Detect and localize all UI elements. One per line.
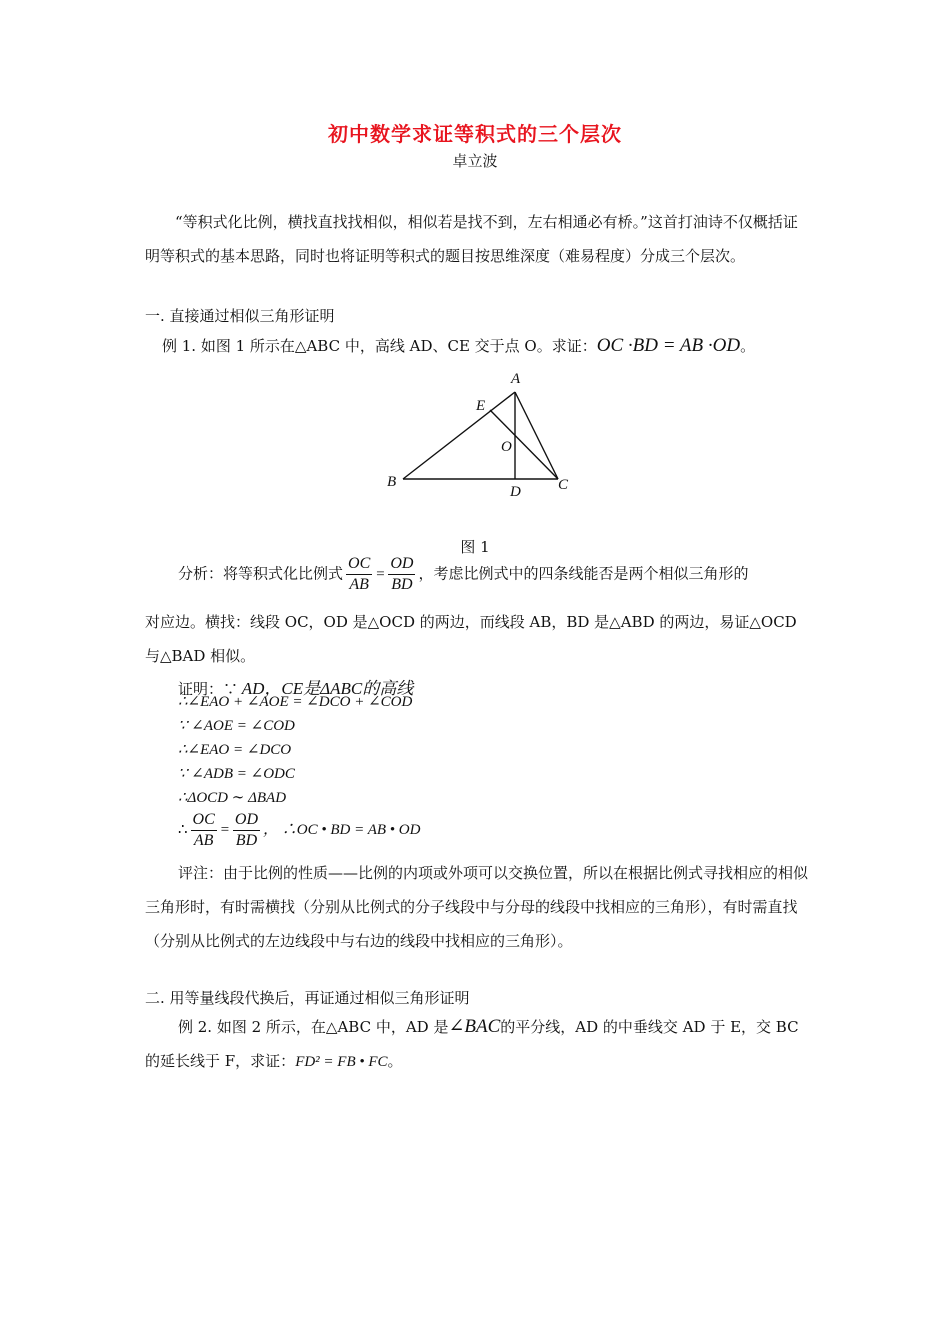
label-d: D bbox=[510, 484, 521, 500]
comment-paragraph: 评注：由于比例的性质——比例的内项或外项可以交换位置，所以在根据比例式寻找相应的相似三角形时，有时需横找（分别从比例式的分子线段中与分母的线段中找相应的三角形），有时需直找（分别从比例式的左边线段中与右边的线段中找相应的三角形）。 bbox=[145, 864, 809, 950]
example1 bbox=[162, 335, 755, 357]
intro-paragraph: “等积式化比例，横找直找找相似，相似若是找不到，左右相通必有桥。”这首打油诗不仅概括证明等积式的基本思路，同时也将证明等积式的题目按思维深度（难易程度）分成三个层次。 bbox=[145, 213, 798, 265]
section2-heading: 二. 用等量线段代换后，再证通过相似三角形证明 bbox=[145, 989, 470, 1007]
page-title: 初中数学求证等积式的三个层次 bbox=[328, 122, 622, 146]
analysis-fraction-right: $\frac{OD}{BD}$ bbox=[390, 555, 414, 593]
proof-line2: ∴∠EAO + ∠AOE = ∠DCO + ∠COD bbox=[178, 694, 413, 710]
proof-conclusion: ， ∴OC • BD = AB • OD bbox=[263, 821, 421, 838]
example1-end: 。 bbox=[740, 337, 756, 355]
proof-line6: ∴ΔOCD ∼ ΔBAD bbox=[178, 790, 287, 806]
analysis-line bbox=[178, 554, 749, 595]
proof-fraction-left: $\frac{OC}{AB}$ bbox=[192, 811, 215, 849]
figure1-triangle bbox=[380, 365, 580, 505]
example1-formula: OC ·BD = AB ·OD bbox=[596, 335, 741, 356]
proof-math: AD，CE bbox=[241, 679, 304, 698]
analysis-fraction-left: $\frac{OC}{AB}$ bbox=[348, 555, 371, 593]
proof-fraction-right: $\frac{OD}{BD}$ bbox=[234, 811, 259, 849]
analysis-equals: = bbox=[375, 566, 386, 583]
proof-line5: ∵ ∠ADB = ∠ODC bbox=[178, 766, 295, 782]
proof-suffix: 是ΔABC的高线 bbox=[303, 679, 414, 698]
label-a: A bbox=[511, 371, 521, 387]
analysis-prefix: 分析：将等积式化比例式 bbox=[178, 564, 344, 583]
example2-end: 。 bbox=[387, 1052, 403, 1070]
author: 卓立波 bbox=[452, 152, 498, 170]
label-e: E bbox=[476, 398, 486, 414]
example2-prefix: 例 2. 如图 2 所示，在△ABC 中，AD 是 bbox=[178, 1018, 449, 1036]
proof-equals: = bbox=[219, 821, 230, 838]
example2-paragraph bbox=[145, 1010, 810, 1079]
segment-ba bbox=[403, 392, 515, 479]
figure1-caption: 图 1 bbox=[460, 538, 490, 556]
proof-line4: ∴∠EAO = ∠DCO bbox=[178, 742, 292, 758]
label-c: C bbox=[558, 477, 569, 493]
analysis-rest: 对应边。横找：线段 OC，OD 是△OCD 的两边，而线段 AB，BD 是△ABD 的两边，易证△OCD 与△BAD 相似。 bbox=[145, 613, 797, 665]
label-o: O bbox=[501, 439, 512, 455]
example2-mid: 的平分线，AD 的中垂线交 AD 于 E，交 BC 的延长线于 F，求证： bbox=[145, 1018, 799, 1070]
section1-heading: 一. 直接通过相似三角形证明 bbox=[145, 307, 335, 325]
example2-angle: ∠BAC bbox=[448, 1016, 501, 1037]
label-b: B bbox=[387, 474, 397, 490]
segment-ac bbox=[515, 392, 558, 479]
proof-prefix: 证明：∵ bbox=[178, 682, 242, 698]
analysis-suffix: ，考虑比例式中的四条线能否是两个相似三角形的 bbox=[418, 564, 749, 583]
proof-line7: ∴ $\frac{OC}{AB}$ = $\frac{OD}{BD}$ ， ∴OC • BD = AB • OD bbox=[178, 811, 421, 849]
example2-formula: FD² = FB • FC bbox=[295, 1054, 388, 1070]
example1-text: 例 1. 如图 1 所示在△ABC 中，高线 AD、CE 交于点 O。求证： bbox=[162, 337, 597, 355]
proof-line3: ∵ ∠AOE = ∠COD bbox=[178, 718, 295, 734]
